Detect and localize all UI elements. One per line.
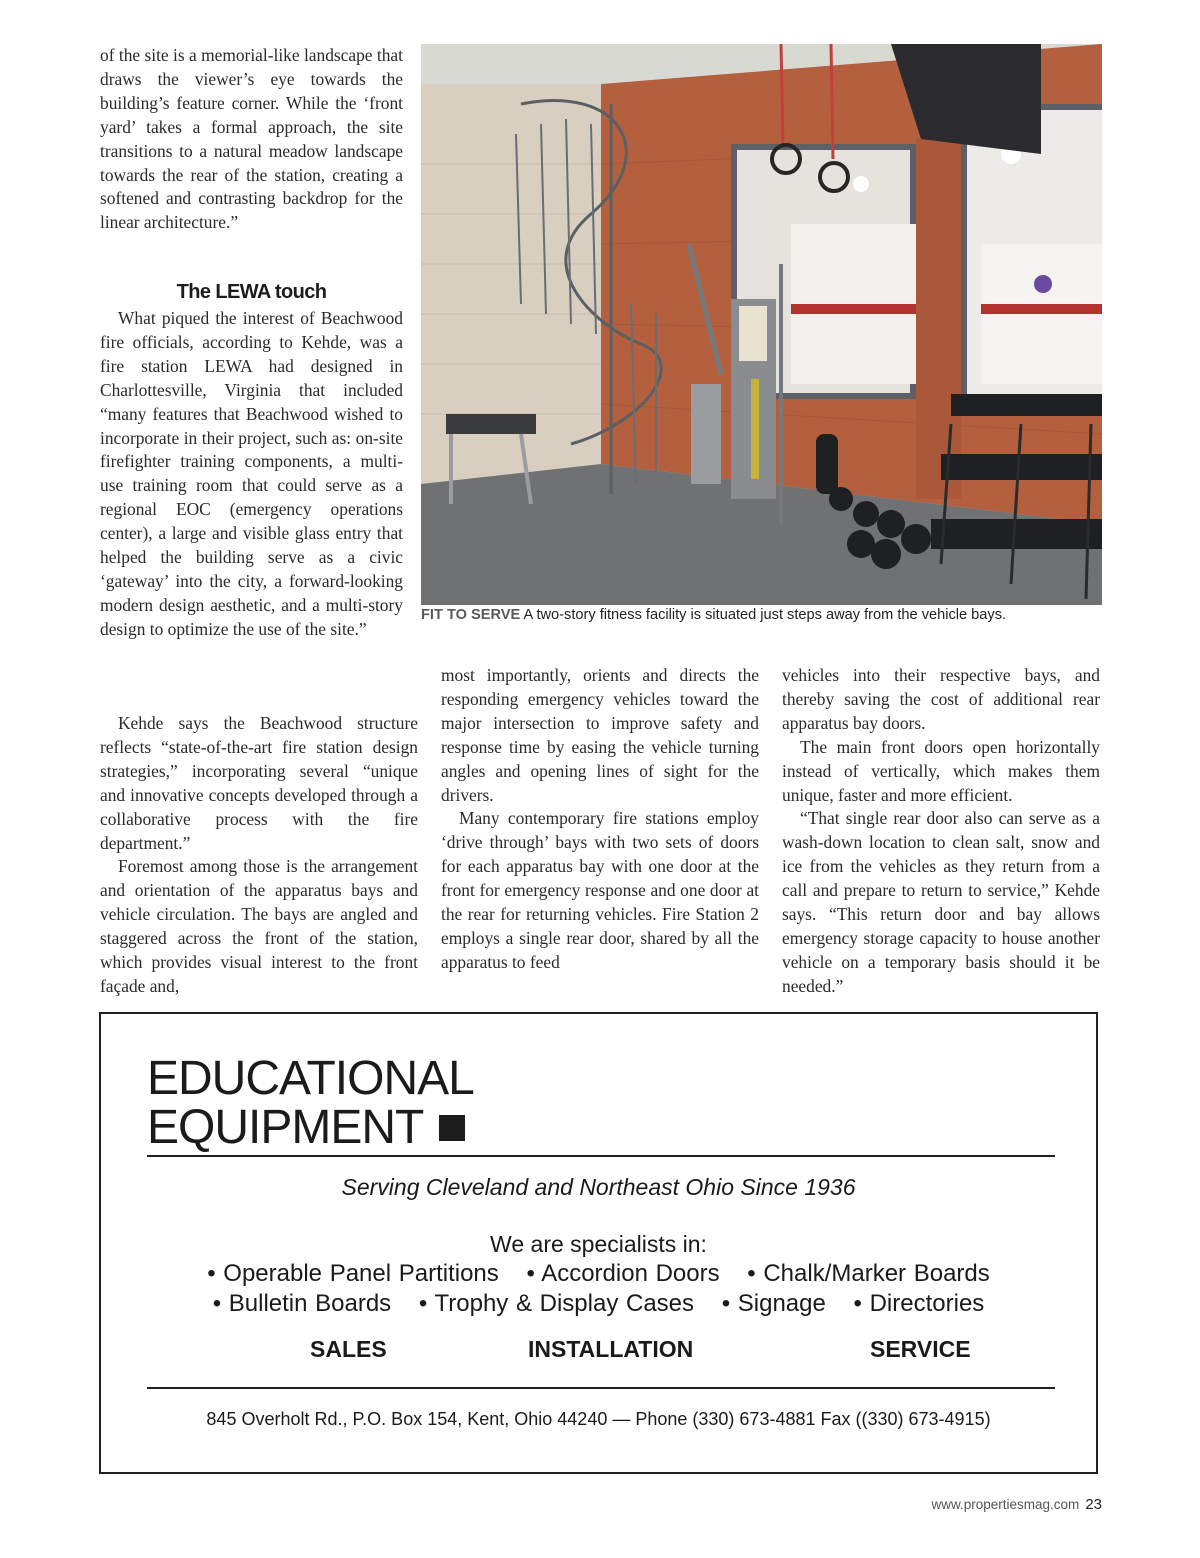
ad-divider-bottom [147, 1387, 1055, 1389]
article-paragraph: Foremost among those is the arrangement and orientation of the apparatus bays and vehicle circulation. The bays are angled and staggered across the front of the station, which provides visual interest to the front façade and, [100, 856, 418, 996]
specialty-item: • Operable Panel Partitions [207, 1260, 499, 1287]
article-column-left-bottom [100, 712, 418, 999]
ad-brand-logo [147, 1054, 474, 1152]
ad-service-service: SERVICE [870, 1336, 971, 1362]
article-paragraph: Kehde says the Beachwood structure reflects “state-of-the-art fire station design strategies,” incorporating several “unique and innovative concepts developed through a collaborative process with the fire department.” [100, 713, 418, 853]
specialty-item: • Chalk/Marker Boards [747, 1260, 990, 1287]
page-number: 23 [1085, 1496, 1102, 1513]
specialty-item: • Bulletin Boards [212, 1290, 392, 1317]
ad-brand-line2-row [147, 1103, 474, 1152]
specialty-item: • Trophy & Display Cases [418, 1290, 695, 1317]
article-paragraph: most importantly, orients and directs the responding emergency vehicles toward the major intersection to improve safety and response time by easing the vehicle turning angles and opening lines of sight for the drivers. [441, 665, 759, 805]
ad-specialties-row-1 [101, 1260, 1096, 1288]
article-subhead: The LEWA touch [176, 281, 327, 303]
article-column-middle [441, 664, 759, 975]
photo-caption [421, 607, 1121, 623]
ad-address: 845 Overholt Rd., P.O. Box 154, Kent, Ohio 44240 — Phone (330) 673-4881 Fax ((330) 673-4915) [206, 1409, 991, 1429]
article-column-left-mid [100, 307, 403, 642]
page-footer [932, 1496, 1103, 1513]
specialty-item: • Accordion Doors [526, 1260, 720, 1287]
fitness-room-photo [421, 44, 1102, 605]
caption-text: A two-story fitness facility is situated just steps away from the vehicle bays. [520, 607, 1007, 623]
advertisement-box [99, 1012, 1098, 1474]
ad-specialties-row-2 [101, 1290, 1096, 1318]
ad-brand-line2: EQUIPMENT [147, 1101, 424, 1154]
subhead-container [100, 281, 403, 307]
article-column-left-top [100, 44, 403, 235]
ad-divider-top [147, 1155, 1055, 1157]
brand-square-icon [439, 1115, 465, 1141]
article-paragraph: What piqued the interest of Beachwood fire officials, according to Kehde, was a fire station LEWA had designed in Charlottesville, Virginia that included “many features that Beachwood wished to incorporate in their project, such as: on-site firefighter training components, a multi-use training room that could serve as a regional EOC (emergency operations center), a large and visible glass entry that helped the building serve as a civic ‘gateway’ into the city, a forward-looking modern design aesthetic, and a multi-story design to optimize the use of the site.” [100, 308, 403, 639]
photo-illustration [421, 44, 1102, 605]
article-paragraph-continued: of the site is a memorial-like landscape that draws the viewer’s eye towards the building’s feature corner. While the ‘front yard’ takes a formal approach, the site transitions to a natural meadow landscape towards the rear of the station, creating a softened and contrasting backdrop for the linear architecture.” [100, 45, 403, 233]
footer-website: www.propertiesmag.com [931, 1497, 1080, 1512]
article-paragraph: Many contemporary fire stations employ ‘drive through’ bays with two sets of doors for each apparatus bay with one door at the front for emergency response and one door at the rear for returning vehicles. Fire Station 2 employs a single rear door, shared by all the apparatus to feed [441, 808, 759, 972]
ad-tagline: Serving Cleveland and Northeast Ohio Since 1936 [341, 1174, 856, 1200]
ad-specialists-heading: We are specialists in: [490, 1231, 707, 1257]
article-paragraph: The main front doors open horizontally instead of vertically, which makes them unique, faster and more efficient. [782, 736, 1100, 805]
article-paragraph: “That single rear door also can serve as a wash-down location to clean salt, snow and ice from the vehicles as they return from a call and prepare to return to service,” Kehde says. “This return door and bay allows emergency storage capacity to house another vehicle on a temporary basis should it be needed.” [782, 808, 1100, 996]
ad-brand-line1: EDUCATIONAL [147, 1052, 474, 1105]
article-column-right [782, 664, 1100, 999]
ad-service-sales: SALES [310, 1336, 387, 1362]
specialty-item: • Directories [853, 1290, 985, 1317]
article-paragraph: vehicles into their respective bays, and thereby saving the cost of additional rear apparatus bay doors. [782, 665, 1100, 733]
ad-service-installation: INSTALLATION [528, 1336, 694, 1362]
specialty-item: • Signage [721, 1290, 826, 1317]
caption-lead: FIT TO SERVE [421, 607, 521, 623]
